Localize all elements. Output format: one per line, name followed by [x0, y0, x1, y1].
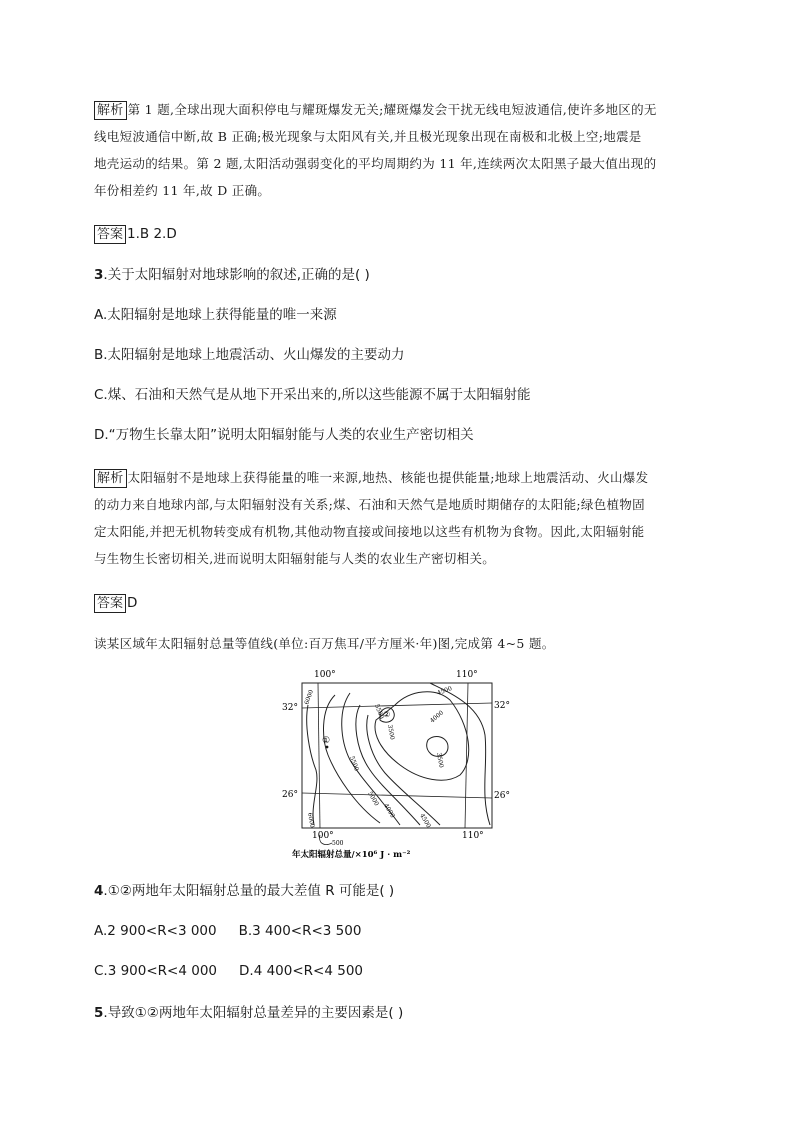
question-text: .①②两地年太阳辐射总量的最大差值 R 可能是( ) — [103, 883, 395, 899]
lon-label: 100° — [314, 670, 336, 680]
map-intro: 读某区域年太阳辐射总量等值线(单位:百万焦耳/平方厘米·年)图,完成第 4~5 题。 — [94, 636, 555, 651]
meridian-100 — [318, 683, 320, 828]
answer-tag: 答案 — [94, 225, 126, 244]
map-caption: 年太阳辐射总量/×10⁶ J · m⁻² — [292, 850, 411, 860]
contour-value: 5000 — [366, 790, 380, 808]
option-4d: D.4 400<R<4 500 — [239, 963, 364, 979]
point-1-marker — [326, 746, 329, 749]
option-3d: D.“万物生长靠太阳”说明太阳辐射能与人类的农业生产密切相关 — [94, 427, 474, 443]
contour-value: 5500 — [373, 703, 385, 721]
lat-label: 26° — [494, 791, 510, 801]
contour-value: 6000 — [306, 812, 316, 829]
option-4b: B.3 400<R<3 500 — [238, 923, 362, 939]
question-text: .导致①②两地年太阳辐射总量差异的主要因素是( ) — [103, 1005, 404, 1021]
contour-value: 4500 — [436, 685, 454, 697]
lon-label: 110° — [462, 831, 484, 841]
lon-label: 100° — [312, 831, 334, 841]
analysis-tag: 解析 — [94, 101, 127, 120]
option-4a: A.2 900<R<3 000 — [94, 923, 217, 939]
contour-value: 4000 — [428, 709, 445, 725]
analysis-tag: 解析 — [94, 469, 127, 488]
answer-block-3 — [94, 590, 704, 617]
contour-line — [367, 715, 440, 825]
lat-label: 26° — [282, 790, 298, 800]
analysis-line: 定太阳能,并把无机物转变成有机物,其他动物直接或间接地以这些有机物为食物。因此,太阳辐射能 — [94, 524, 645, 539]
contour-line — [307, 705, 317, 825]
question-5-stem — [94, 1000, 704, 1027]
option-3c: C.煤、石油和天然气是从地下开采出来的,所以这些能源不属于太阳辐射能 — [94, 387, 531, 403]
options-row-4b — [94, 958, 704, 985]
option-3a: A.太阳辐射是地球上获得能量的唯一来源 — [94, 307, 337, 323]
answer-block-1 — [94, 221, 704, 248]
question-number: 4 — [94, 883, 104, 899]
point-1-label: ① — [322, 736, 331, 746]
contour-value: 6000 — [303, 688, 316, 706]
options-row-4a — [94, 918, 704, 945]
analysis-block-3 — [94, 464, 704, 572]
analysis-line: 的动力来自地球内部,与太阳辐射没有关系;煤、石油和天然气是地质时期储存的太阳能;绿色植物固 — [94, 497, 645, 512]
analysis-line: 线电短波通信中断,故 B 正确;极光现象与太阳风有关,并且极光现象出现在南极和北极上空;地震是 — [94, 129, 642, 144]
question-text: .关于太阳辐射对地球影响的叙述,正确的是( ) — [103, 267, 370, 283]
analysis-line: 太阳辐射不是地球上获得能量的唯一来源,地热、核能也提供能量;地球上地震活动、火山爆发 — [127, 470, 649, 485]
option-4c: C.3 900<R<4 000 — [94, 963, 218, 979]
answer-tag: 答案 — [94, 594, 126, 613]
question-3-stem — [94, 262, 704, 289]
lat-label: 32° — [494, 701, 510, 711]
point-2-label: ② — [383, 710, 391, 719]
contour-value: 4000 — [382, 802, 396, 820]
analysis-line: 第 1 题,全球出现大面积停电与耀斑爆发无关;耀斑爆发会干扰无线电短波通信,使许多地区的无 — [127, 102, 657, 117]
lat-label: 32° — [282, 703, 298, 713]
answer-text: 1.B 2.D — [127, 226, 177, 242]
answer-text: D — [127, 595, 138, 611]
contour-value: 3500 — [435, 752, 445, 769]
parallel-26 — [302, 793, 492, 798]
question-4-stem — [94, 878, 704, 905]
question-number: 3 — [94, 267, 104, 283]
lon-label: 110° — [456, 670, 478, 680]
map-frame — [302, 683, 492, 828]
contour-value: 4500 — [418, 812, 432, 830]
contour-value: 3500 — [386, 724, 396, 741]
analysis-line: 年份相差约 11 年,故 D 正确。 — [94, 183, 271, 198]
contour-value: 5500 — [348, 755, 360, 773]
question-number: 5 — [94, 1005, 104, 1021]
analysis-line: 与生物生长密切相关,进而说明太阳辐射能与人类的农业生产密切相关。 — [94, 551, 496, 566]
isoline-map — [280, 665, 520, 865]
analysis-line: 地壳运动的结果。第 2 题,太阳活动强弱变化的平均周期约为 11 年,连续两次太阳黑子最大值出现的 — [94, 156, 657, 171]
analysis-block-1 — [94, 96, 704, 204]
option-3b: B.太阳辐射是地球上地震活动、火山爆发的主要动力 — [94, 347, 405, 363]
legend-value: 500 — [332, 840, 344, 847]
